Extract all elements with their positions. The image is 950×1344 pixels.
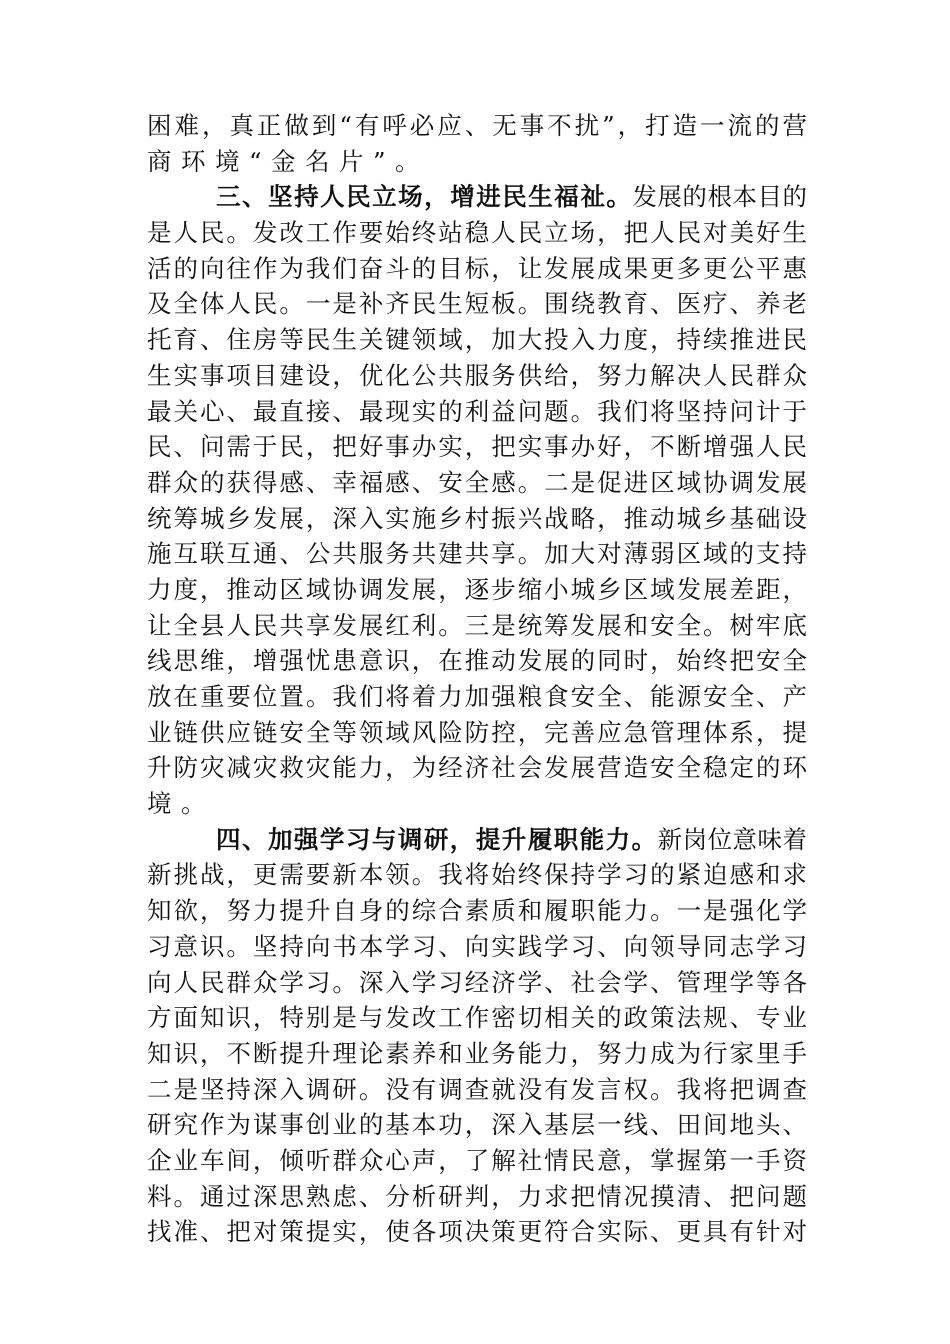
text-line: 统筹城乡发展，深入实施乡村振兴战略，推动城乡基础设 — [147, 503, 807, 533]
text-line: 习意识。坚持向书本学习、向实践学习、向领导同志学习 — [147, 931, 807, 961]
text-line: 困难，真正做到“有呼必应、无事不扰”，打造一流的营 — [147, 111, 807, 140]
text-line: 业链供应链安全等领域风险防控，完善应急管理体系，提 — [147, 717, 807, 747]
text-line: 商环境“金名片”。 — [147, 146, 430, 176]
text-line: 及全体人民。一是补齐民生短板。围绕教育、医疗、养老 — [147, 289, 807, 319]
text-line: 新挑战，更需要新本领。我将始终保持学习的紧迫感和求 — [147, 860, 807, 890]
text-line: 活的向往作为我们奋斗的目标，让发展成果更多更公平惠 — [147, 253, 807, 283]
text-line: 力度，推动区域协调发展，逐步缩小城乡区域发展差距， — [147, 574, 807, 604]
text-line: 群众的获得感、幸福感、安全感。二是促进区域协调发展 — [147, 467, 807, 497]
text-line: 找准、把对策提实，使各项决策更符合实际、更具有针对 — [147, 1217, 807, 1247]
text-line: 让全县人民共享发展红利。三是统筹发展和安全。树牢底 — [147, 610, 807, 640]
text-line: 企业车间，倾听群众心声，了解社情民意，掌握第一手资 — [147, 1145, 807, 1175]
text-line: 知欲，努力提升自身的综合素质和履职能力。一是强化学 — [147, 896, 807, 926]
text-line: 二是坚持深入调研。没有调查就没有发言权。我将把调查 — [147, 1074, 807, 1104]
text-line: 知识，不断提升理论素养和业务能力，努力成为行家里手 — [147, 1038, 807, 1068]
text-line: 向人民群众学习。深入学习经济学、社会学、管理学等各 — [147, 967, 807, 997]
section-heading-line — [147, 179, 807, 215]
text-line: 放在重要位置。我们将着力加强粮食安全、能源安全、产 — [147, 682, 807, 711]
text-line: 是人民。发改工作要始终站稳人民立场，把人民对美好生 — [147, 218, 807, 248]
text-line: 境。 — [147, 789, 215, 819]
text-line: 最关心、最直接、最现实的利益问题。我们将坚持问计于 — [147, 396, 807, 426]
text-span: 发展的根本目的 — [632, 182, 808, 212]
text-line: 升防灾减灾救灾能力，为经济社会发展营造安全稳定的环 — [147, 753, 807, 783]
text-line: 民、问需于民，把好事办实，把实事办好，不断增强人民 — [147, 432, 807, 462]
text-line: 施互联互通、公共服务共建共享。加大对薄弱区域的支持 — [147, 539, 807, 569]
section-heading-3: 三、坚持人民立场，增进民生福祉。 — [216, 182, 633, 212]
text-line: 方面知识，特别是与发改工作密切相关的政策法规、专业 — [147, 1003, 807, 1033]
section-heading-line — [147, 822, 807, 858]
text-line: 线思维，增强忧患意识，在推动发展的同时，始终把安全 — [147, 646, 807, 676]
section-heading-4: 四、加强学习与调研，提升履职能力。 — [216, 824, 658, 854]
text-line: 料。通过深思熟虑、分析研判，力求把情况摸清、把问题 — [147, 1181, 807, 1211]
text-line: 生实事项目建设，优化公共服务供给，努力解决人民群众 — [147, 360, 807, 390]
text-span: 新岗位意味着 — [657, 824, 808, 854]
text-line: 托育、住房等民生关键领域，加大投入力度，持续推进民 — [147, 325, 807, 355]
document-page — [147, 108, 807, 1250]
text-line: 研究作为谋事创业的基本功，深入基层一线、田间地头、 — [147, 1110, 807, 1140]
